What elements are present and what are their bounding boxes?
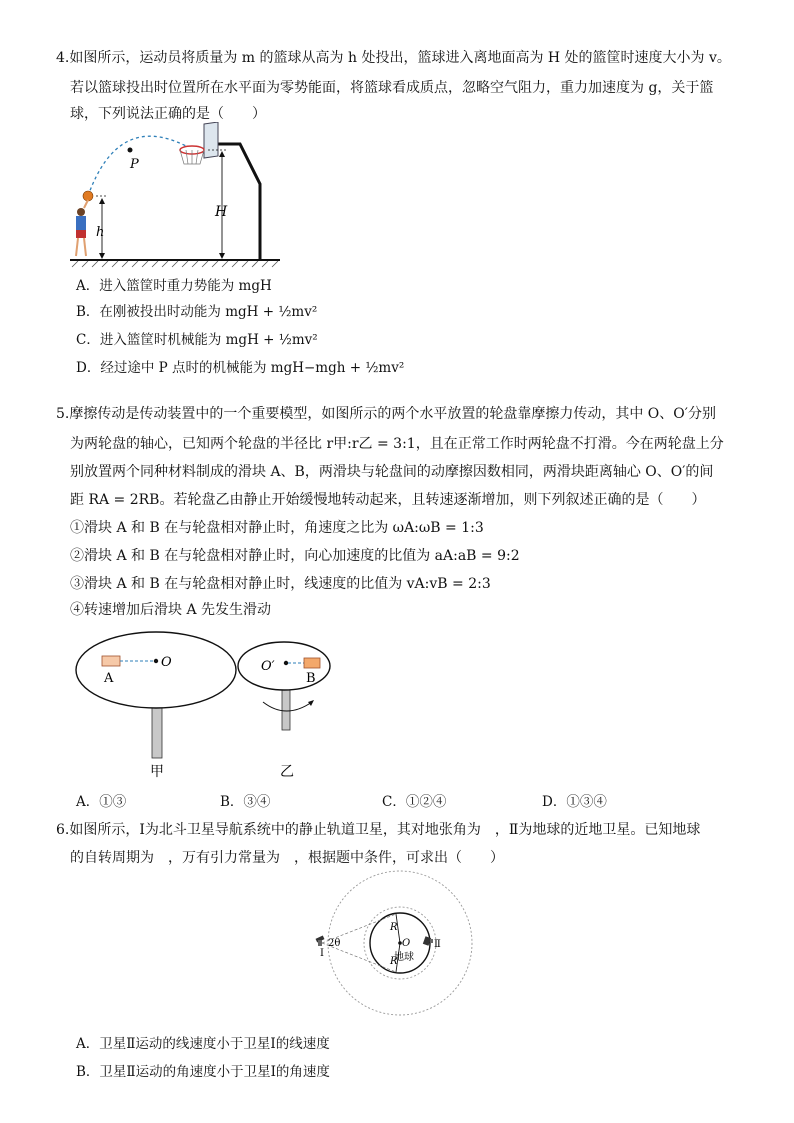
basketball	[83, 191, 93, 201]
label-sat1: Ⅰ	[320, 948, 324, 959]
label-yi: 乙	[280, 764, 294, 780]
label-earth: 地球	[394, 952, 414, 963]
q6-stem-line1: 6.如图所示，Ⅰ为北斗卫星导航系统中的静止轨道卫星，其对地张角为 ，Ⅱ为地球的近地卫星。已知地球	[56, 822, 701, 838]
shaft-jia	[152, 706, 162, 758]
q5-option-a: A．①③	[76, 794, 127, 810]
q4-option-c: C．进入篮筐时机械能为 mgH + ½mv²	[76, 332, 318, 348]
q5-statement-3: ③滑块 A 和 B 在与轮盘相对静止时，线速度的比值为 vA:vB = 2:3	[70, 576, 491, 592]
q4-option-d: D．经过途中 P 点时的机械能为 mgH−mgh + ½mv²	[76, 360, 405, 376]
q5-stem-line2: 为两轮盘的轴心，已知两个轮盘的半径比 r甲:r乙 = 3:1，且在正常工作时两轮盘不打滑。今在两轮盘上分	[70, 436, 724, 452]
label-R-upper: R	[390, 922, 398, 933]
axis-O	[154, 659, 158, 663]
label-h: h	[96, 225, 105, 240]
label-angle: 2θ	[328, 938, 341, 949]
backboard	[204, 122, 218, 158]
block-B	[304, 658, 320, 668]
player-figure	[76, 200, 88, 256]
q4-option-a: A．进入篮筐时重力势能为 mgH	[76, 278, 272, 294]
label-H: H	[215, 204, 228, 220]
q6-option-b: B．卫星Ⅱ运动的角速度小于卫星Ⅰ的角速度	[76, 1064, 330, 1080]
hoop-pole	[208, 144, 260, 260]
label-O: O	[161, 655, 172, 670]
q5-stem-line1: 5.摩擦传动是传动装置中的一个重要模型，如图所示的两个水平放置的轮盘靠摩擦力传动，其中 O、O′分别	[56, 406, 716, 422]
label-Oprime: O′	[261, 659, 275, 674]
q5-statement-1: ①滑块 A 和 B 在与轮盘相对静止时，角速度之比为 ωA:ωB = 1:3	[70, 520, 484, 536]
q5-stem-line4: 距 RA = 2RB。若轮盘乙由静止开始缓慢地转动起来，且转速逐渐增加，则下列叙述正确的是（ ）	[70, 492, 706, 508]
label-P: P	[130, 157, 139, 172]
label-R-lower: R	[390, 956, 398, 967]
q5-statement-4: ④转速增加后滑块 A 先发生滑动	[70, 602, 272, 618]
q6-stem-line2: 的自转周期为 ，万有引力常量为 ，根据题中条件，可求出（ ）	[70, 850, 504, 866]
q4-option-b: B．在刚被投出时动能为 mgH + ½mv²	[76, 304, 318, 320]
q5-option-c: C．①②④	[382, 794, 447, 810]
q6-satellite-figure	[306, 868, 486, 1018]
shaft-yi	[282, 688, 290, 730]
q4-basketball-figure	[68, 122, 288, 272]
q5-option-d: D．①③④	[542, 794, 607, 810]
q5-statement-2: ②滑块 A 和 B 在与轮盘相对静止时，向心加速度的比值为 aA:aB = 9:2	[70, 548, 520, 564]
label-B: B	[306, 671, 316, 686]
q4-stem-line2: 若以篮球投出时位置所在水平面为零势能面，将篮球看成质点，忽略空气阻力，重力加速度为 g，关于篮	[70, 80, 714, 96]
q5-stem-line3: 别放置两个同种材料制成的滑块 A、B，两滑块与轮盘间的动摩擦因数相同，两滑块距离轴心 O、O′的间	[70, 464, 714, 480]
label-O: O	[402, 938, 411, 949]
q4-stem-line3: 球，下列说法正确的是（ ）	[70, 106, 266, 122]
label-sat2: Ⅱ	[434, 939, 441, 950]
point-P	[128, 148, 133, 153]
q5-friction-wheels-figure	[70, 630, 340, 782]
ground-hatch	[72, 261, 278, 267]
q5-option-b: B．③④	[220, 794, 271, 810]
q4-stem-line1: 4.如图所示，运动员将质量为 m 的篮球从高为 h 处投出，篮球进入离地面高为 H 处的篮筐时速度大小为 v。	[56, 50, 731, 66]
q6-option-a: A．卫星Ⅱ运动的线速度小于卫星Ⅰ的线速度	[76, 1036, 330, 1052]
satellite-1-icon	[316, 935, 325, 946]
block-A	[102, 656, 120, 666]
wheel-jia	[76, 632, 236, 708]
label-jia: 甲	[150, 764, 164, 780]
label-A: A	[104, 671, 114, 686]
axis-Oprime	[284, 661, 288, 665]
